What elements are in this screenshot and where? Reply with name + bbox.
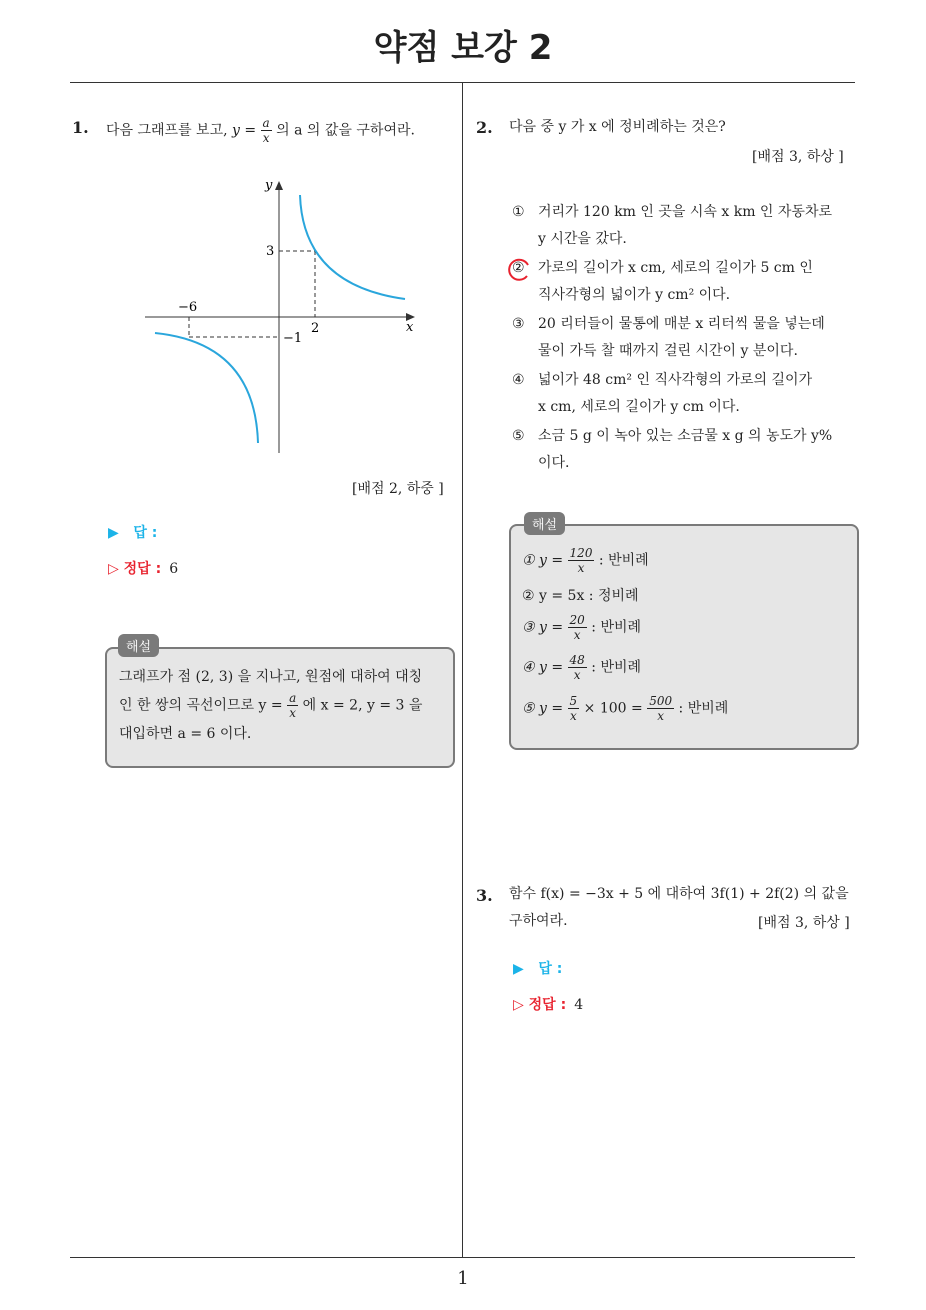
- q1-exp-line2-after: 에 x = 2, y = 3 을: [298, 697, 423, 714]
- q2-exp-4-den: x: [573, 668, 581, 682]
- q2-exp-5-num2: 500: [649, 694, 673, 708]
- q1-exp-fraction: [287, 691, 298, 720]
- q1-number: 1.: [72, 118, 89, 137]
- q2-exp-1-frac: [568, 546, 595, 575]
- q2-exp-4-frac: [568, 653, 587, 682]
- q2-option-4-line2: x cm, 세로의 길이가 y cm 이다.: [538, 399, 740, 415]
- q2-exp-4: [522, 653, 641, 682]
- q2-exp-5-den2: x: [657, 709, 665, 723]
- q1-frac-num: a: [262, 116, 270, 130]
- q1-curve-upper: [300, 195, 405, 299]
- q2-option-2-line1: 가로의 길이가 x cm, 세로의 길이가 5 cm 인: [538, 260, 813, 276]
- q2-exp-1: [522, 546, 649, 575]
- q1-formula-lhs: y =: [232, 122, 257, 139]
- q2-option-1-mark: ①: [512, 204, 525, 220]
- q2-option-3[interactable]: [512, 311, 852, 365]
- q2-option-5-line2: 이다.: [538, 455, 570, 471]
- q2-option-2-line2: 직사각형의 넓이가 y cm² 이다.: [538, 287, 731, 303]
- q1-fraction: [261, 116, 272, 145]
- q2-explanation-tag: 해설: [524, 512, 565, 535]
- q2-exp-3-post: : 반비례: [586, 619, 642, 636]
- q3-answer-label: 답 :: [538, 961, 563, 977]
- q2-option-1[interactable]: [512, 199, 852, 253]
- q2-option-5[interactable]: [512, 423, 852, 477]
- play-icon: ▶: [108, 525, 119, 541]
- q2-exp-5-den1: x: [569, 709, 577, 723]
- q2-exp-3-frac: [568, 613, 587, 642]
- q2-exp-5-num1: 5: [569, 694, 578, 708]
- q2-option-4-mark: ④: [512, 372, 525, 388]
- selected-circle-icon: [506, 257, 532, 283]
- q2-option-3-line1: 20 리터들이 물통에 매분 x 리터씩 물을 넣는데: [538, 316, 825, 332]
- q1-correct-label: 정답 :: [123, 561, 162, 577]
- q1-meta: [배점 2, 하중 ]: [352, 481, 444, 497]
- q3-answer-row[interactable]: [513, 958, 562, 978]
- q1-tick-2: 2: [311, 321, 320, 336]
- page-title: 약점 보강 2: [373, 28, 553, 68]
- q2-exp-4-pre: ④ y =: [522, 659, 564, 676]
- q1-text-after: 의 a 의 값을 구하여라.: [271, 122, 415, 139]
- q3-correct-value: 4: [574, 997, 584, 1013]
- q2-exp-3: [522, 613, 641, 642]
- q1-answer-label: 답 :: [133, 525, 158, 541]
- q2-exp-4-post: : 반비례: [586, 659, 642, 676]
- q2-option-3-line2: 물이 가득 찰 때까지 걸린 시간이 y 분이다.: [538, 343, 798, 359]
- q3-line2: 구하여라.: [509, 913, 568, 929]
- page-number: 1: [457, 1268, 469, 1289]
- q3-correct-label: 정답 :: [528, 997, 567, 1013]
- q2-exp-5-frac2: [647, 694, 674, 723]
- q2-exp-3-num: 20: [569, 613, 585, 627]
- q2-question: 다음 중 y 가 x 에 정비례하는 것은?: [509, 119, 726, 135]
- q1-exp-frac-num: a: [289, 691, 297, 705]
- q1-graph: [140, 175, 425, 460]
- q2-exp-5-pre: ⑤ y =: [522, 700, 564, 717]
- q2-option-3-mark: ③: [512, 316, 525, 332]
- q2-exp-1-post: : 반비례: [594, 552, 649, 569]
- q1-question: [106, 116, 456, 145]
- q2-option-5-line1: 소금 5 g 이 녹아 있는 소금물 x g 의 농도가 y%: [538, 428, 833, 444]
- q2-option-2-mark: ②: [512, 260, 525, 276]
- q2-exp-1-num: 120: [569, 546, 593, 560]
- q1-explanation-text: [119, 663, 445, 748]
- hollow-triangle-icon: ▷: [108, 561, 119, 577]
- q2-exp-3-pre: ③ y =: [522, 619, 564, 636]
- q2-option-1-line1: 거리가 120 km 인 곳을 시속 x km 인 자동차로: [538, 204, 832, 220]
- hollow-triangle-icon: ▷: [513, 997, 524, 1013]
- q1-tick-neg1: −1: [283, 331, 303, 346]
- q1-correct-value: 6: [169, 561, 179, 577]
- bottom-divider: [70, 1257, 855, 1258]
- q2-exp-1-den: x: [577, 561, 585, 575]
- q1-frac-den: x: [262, 131, 270, 145]
- q1-exp-line2: [119, 691, 445, 720]
- q2-meta: [배점 3, 하상 ]: [752, 149, 844, 165]
- q2-option-5-mark: ⑤: [512, 428, 525, 444]
- q3-correct-row: [513, 994, 583, 1014]
- q1-tick-3: 3: [266, 244, 275, 259]
- q1-tick-neg6: −6: [178, 300, 198, 315]
- q1-text-before: 다음 그래프를 보고,: [106, 122, 232, 139]
- q1-correct-row: [108, 558, 178, 578]
- play-icon: ▶: [513, 961, 524, 977]
- q1-answer-row[interactable]: [108, 522, 157, 542]
- q2-exp-3-den: x: [573, 628, 581, 642]
- q1-exp-line3: 대입하면 a = 6 이다.: [119, 726, 252, 742]
- q2-exp-5-frac1: [568, 694, 580, 723]
- q1-explanation-tag: 해설: [118, 634, 159, 657]
- q1-y-axis-label: y: [265, 178, 273, 193]
- q2-exp-1-pre: ① y =: [522, 552, 564, 569]
- q2-exp-5: [522, 694, 728, 723]
- q2-number: 2.: [476, 118, 493, 137]
- q1-exp-frac-den: x: [289, 706, 297, 720]
- q2-exp-2: ② y = 5x : 정비례: [522, 588, 639, 604]
- q2-exp-5-post: : 반비례: [674, 700, 729, 717]
- q1-curve-lower: [155, 333, 258, 443]
- q1-x-axis-label: x: [406, 320, 414, 335]
- q3-line1: 함수 f(x) = −3x + 5 에 대하여 3f(1) + 2f(2) 의 값을: [509, 886, 849, 902]
- q2-option-4[interactable]: [512, 367, 852, 421]
- q2-option-2[interactable]: [512, 255, 852, 309]
- column-divider: [462, 83, 463, 1258]
- q1-exp-line1: 그래프가 점 (2, 3) 을 지나고, 원점에 대하여 대칭: [119, 669, 423, 685]
- q3-number: 3.: [476, 886, 493, 905]
- q1-exp-line2-before: 인 한 쌍의 곡선이므로 y =: [119, 697, 283, 714]
- q3-meta: [배점 3, 하상 ]: [758, 915, 850, 931]
- q2-exp-5-mid: × 100 =: [579, 700, 643, 717]
- q2-exp-4-num: 48: [569, 653, 585, 667]
- q2-option-1-line2: y 시간을 갔다.: [538, 231, 627, 247]
- q2-option-4-line1: 넓이가 48 cm² 인 직사각형의 가로의 길이가: [538, 372, 813, 388]
